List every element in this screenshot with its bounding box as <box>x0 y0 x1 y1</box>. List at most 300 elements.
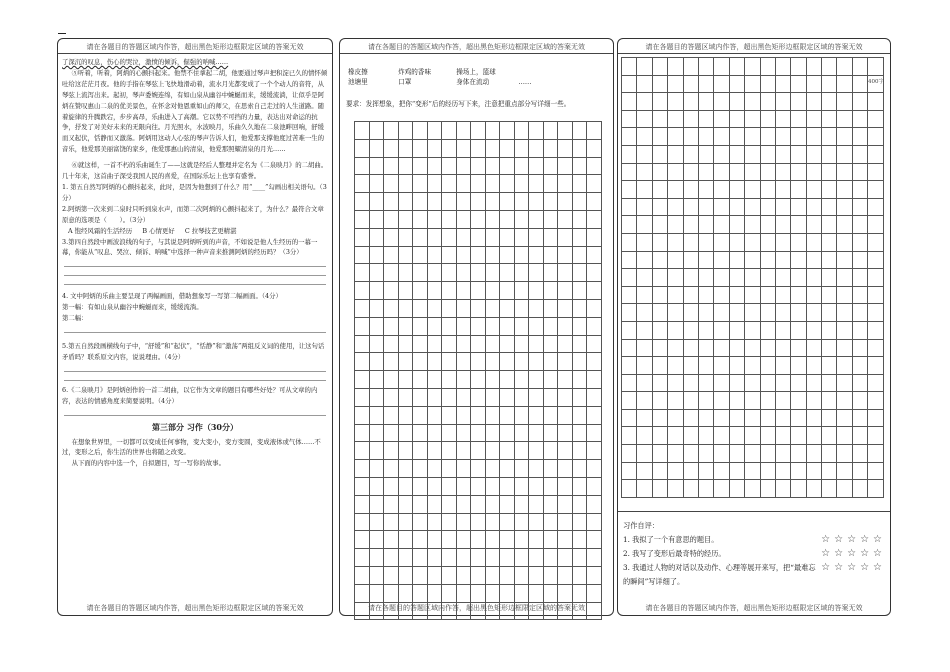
grid-cell[interactable] <box>457 514 472 532</box>
grid-cell[interactable] <box>471 336 486 354</box>
grid-cell[interactable] <box>684 58 699 76</box>
grid-cell[interactable] <box>822 445 837 463</box>
grid-cell[interactable] <box>837 164 852 182</box>
grid-cell[interactable] <box>853 164 868 182</box>
grid-cell[interactable] <box>486 460 501 478</box>
grid-cell[interactable] <box>442 318 457 336</box>
grid-cell[interactable] <box>413 264 428 282</box>
grid-cell[interactable] <box>457 211 472 229</box>
grid-cell[interactable] <box>399 122 414 140</box>
grid-cell[interactable] <box>457 460 472 478</box>
grid-cell[interactable] <box>622 252 637 270</box>
grid-cell[interactable] <box>684 269 699 287</box>
grid-cell[interactable] <box>587 122 602 140</box>
grid-cell[interactable] <box>457 247 472 265</box>
grid-cell[interactable] <box>745 322 760 340</box>
grid-cell[interactable] <box>745 427 760 445</box>
grid-cell[interactable] <box>822 76 837 94</box>
grid-cell[interactable] <box>714 146 729 164</box>
grid-cell[interactable] <box>714 357 729 375</box>
grid-cell[interactable] <box>714 181 729 199</box>
grid-cell[interactable] <box>544 496 559 514</box>
grid-cell[interactable] <box>370 318 385 336</box>
grid-cell[interactable] <box>714 216 729 234</box>
grid-cell[interactable] <box>457 175 472 193</box>
grid-cell[interactable] <box>457 229 472 247</box>
grid-cell[interactable] <box>558 282 573 300</box>
grid-cell[interactable] <box>853 146 868 164</box>
grid-cell[interactable] <box>622 375 637 393</box>
grid-cell[interactable] <box>587 585 602 603</box>
grid-cell[interactable] <box>776 304 791 322</box>
grid-cell[interactable] <box>868 199 883 217</box>
grid-cell[interactable] <box>471 158 486 176</box>
grid-cell[interactable] <box>868 392 883 410</box>
grid-cell[interactable] <box>529 211 544 229</box>
grid-cell[interactable] <box>413 193 428 211</box>
grid-cell[interactable] <box>807 111 822 129</box>
grid-cell[interactable] <box>428 531 443 549</box>
grid-cell[interactable] <box>668 287 683 305</box>
grid-cell[interactable] <box>515 158 530 176</box>
grid-cell[interactable] <box>791 463 806 481</box>
grid-cell[interactable] <box>544 460 559 478</box>
grid-cell[interactable] <box>500 175 515 193</box>
grid-cell[interactable] <box>822 181 837 199</box>
grid-cell[interactable] <box>515 282 530 300</box>
grid-cell[interactable] <box>776 392 791 410</box>
grid-cell[interactable] <box>529 247 544 265</box>
grid-cell[interactable] <box>622 76 637 94</box>
grid-cell[interactable] <box>486 442 501 460</box>
grid-cell[interactable] <box>853 252 868 270</box>
grid-cell[interactable] <box>637 93 652 111</box>
grid-cell[interactable] <box>668 58 683 76</box>
grid-cell[interactable] <box>622 445 637 463</box>
grid-cell[interactable] <box>684 463 699 481</box>
grid-cell[interactable] <box>653 269 668 287</box>
grid-cell[interactable] <box>457 567 472 585</box>
grid-cell[interactable] <box>684 252 699 270</box>
grid-cell[interactable] <box>428 336 443 354</box>
grid-cell[interactable] <box>384 247 399 265</box>
grid-cell[interactable] <box>668 199 683 217</box>
grid-cell[interactable] <box>807 146 822 164</box>
grid-cell[interactable] <box>745 392 760 410</box>
grid-cell[interactable] <box>529 371 544 389</box>
grid-cell[interactable] <box>428 407 443 425</box>
grid-cell[interactable] <box>761 146 776 164</box>
grid-cell[interactable] <box>807 375 822 393</box>
grid-cell[interactable] <box>529 496 544 514</box>
grid-cell[interactable] <box>558 318 573 336</box>
grid-cell[interactable] <box>637 58 652 76</box>
grid-cell[interactable] <box>653 111 668 129</box>
grid-cell[interactable] <box>500 122 515 140</box>
grid-cell[interactable] <box>399 336 414 354</box>
grid-cell[interactable] <box>515 371 530 389</box>
grid-cell[interactable] <box>622 269 637 287</box>
grid-cell[interactable] <box>668 322 683 340</box>
grid-cell[interactable] <box>471 425 486 443</box>
grid-cell[interactable] <box>558 514 573 532</box>
grid-cell[interactable] <box>622 427 637 445</box>
grid-cell[interactable] <box>529 514 544 532</box>
grid-cell[interactable] <box>558 264 573 282</box>
grid-cell[interactable] <box>587 318 602 336</box>
grid-cell[interactable] <box>853 199 868 217</box>
grid-cell[interactable] <box>384 122 399 140</box>
grid-cell[interactable] <box>471 407 486 425</box>
grid-cell[interactable] <box>868 128 883 146</box>
grid-cell[interactable] <box>471 264 486 282</box>
grid-cell[interactable] <box>442 282 457 300</box>
grid-cell[interactable] <box>637 410 652 428</box>
grid-cell[interactable] <box>500 425 515 443</box>
grid-cell[interactable] <box>413 585 428 603</box>
grid-cell[interactable] <box>791 199 806 217</box>
grid-cell[interactable] <box>587 442 602 460</box>
grid-cell[interactable] <box>745 58 760 76</box>
grid-cell[interactable] <box>558 371 573 389</box>
grid-cell[interactable] <box>413 122 428 140</box>
grid-cell[interactable] <box>500 585 515 603</box>
grid-cell[interactable] <box>500 389 515 407</box>
grid-cell[interactable] <box>822 480 837 498</box>
grid-cell[interactable] <box>745 357 760 375</box>
grid-cell[interactable] <box>761 199 776 217</box>
grid-cell[interactable] <box>457 140 472 158</box>
grid-cell[interactable] <box>370 389 385 407</box>
grid-cell[interactable] <box>822 410 837 428</box>
grid-cell[interactable] <box>355 264 370 282</box>
grid-cell[interactable] <box>730 76 745 94</box>
grid-cell[interactable] <box>471 193 486 211</box>
grid-cell[interactable] <box>684 111 699 129</box>
grid-cell[interactable] <box>413 567 428 585</box>
grid-cell[interactable] <box>776 357 791 375</box>
grid-cell[interactable] <box>399 247 414 265</box>
grid-cell[interactable] <box>776 111 791 129</box>
grid-cell[interactable] <box>428 158 443 176</box>
grid-cell[interactable] <box>699 357 714 375</box>
answer-line[interactable] <box>64 258 326 267</box>
grid-cell[interactable] <box>515 140 530 158</box>
grid-cell[interactable] <box>761 480 776 498</box>
grid-cell[interactable] <box>457 407 472 425</box>
grid-cell[interactable] <box>428 140 443 158</box>
grid-cell[interactable] <box>428 300 443 318</box>
grid-cell[interactable] <box>761 322 776 340</box>
grid-cell[interactable] <box>529 442 544 460</box>
grid-cell[interactable] <box>637 427 652 445</box>
grid-cell[interactable] <box>776 181 791 199</box>
grid-cell[interactable] <box>544 122 559 140</box>
grid-cell[interactable] <box>730 128 745 146</box>
grid-cell[interactable] <box>573 158 588 176</box>
grid-cell[interactable] <box>558 122 573 140</box>
grid-cell[interactable] <box>529 531 544 549</box>
grid-cell[interactable] <box>457 300 472 318</box>
grid-cell[interactable] <box>761 128 776 146</box>
grid-cell[interactable] <box>457 549 472 567</box>
grid-cell[interactable] <box>730 463 745 481</box>
grid-cell[interactable] <box>442 478 457 496</box>
grid-cell[interactable] <box>668 111 683 129</box>
grid-cell[interactable] <box>822 304 837 322</box>
grid-cell[interactable] <box>637 146 652 164</box>
grid-cell[interactable] <box>558 193 573 211</box>
grid-cell[interactable] <box>699 111 714 129</box>
grid-cell[interactable] <box>544 353 559 371</box>
grid-cell[interactable] <box>776 76 791 94</box>
grid-cell[interactable] <box>442 567 457 585</box>
grid-cell[interactable] <box>868 93 883 111</box>
grid-cell[interactable] <box>544 158 559 176</box>
grid-cell[interactable] <box>573 442 588 460</box>
grid-cell[interactable] <box>529 264 544 282</box>
grid-cell[interactable] <box>399 371 414 389</box>
grid-cell[interactable] <box>791 410 806 428</box>
grid-cell[interactable] <box>822 234 837 252</box>
grid-cell[interactable] <box>807 164 822 182</box>
grid-cell[interactable] <box>587 229 602 247</box>
grid-cell[interactable] <box>442 514 457 532</box>
star-rating[interactable]: ☆☆☆☆☆ <box>821 548 886 559</box>
grid-cell[interactable] <box>384 264 399 282</box>
grid-cell[interactable] <box>587 478 602 496</box>
grid-cell[interactable] <box>637 76 652 94</box>
grid-cell[interactable] <box>668 463 683 481</box>
grid-cell[interactable] <box>684 427 699 445</box>
grid-cell[interactable] <box>837 146 852 164</box>
grid-cell[interactable] <box>529 353 544 371</box>
grid-cell[interactable] <box>745 463 760 481</box>
grid-cell[interactable] <box>699 164 714 182</box>
grid-cell[interactable] <box>471 585 486 603</box>
grid-cell[interactable] <box>776 480 791 498</box>
grid-cell[interactable] <box>868 58 883 76</box>
grid-cell[interactable] <box>637 181 652 199</box>
grid-cell[interactable] <box>370 496 385 514</box>
grid-cell[interactable] <box>442 264 457 282</box>
grid-cell[interactable] <box>573 229 588 247</box>
grid-cell[interactable] <box>868 216 883 234</box>
grid-cell[interactable] <box>384 585 399 603</box>
grid-cell[interactable] <box>868 252 883 270</box>
answer-line[interactable] <box>64 407 326 416</box>
grid-cell[interactable] <box>573 425 588 443</box>
grid-cell[interactable] <box>745 340 760 358</box>
grid-cell[interactable] <box>442 122 457 140</box>
grid-cell[interactable] <box>544 193 559 211</box>
grid-cell[interactable] <box>544 140 559 158</box>
grid-cell[interactable] <box>486 140 501 158</box>
grid-cell[interactable] <box>529 122 544 140</box>
grid-cell[interactable] <box>668 234 683 252</box>
answer-line[interactable] <box>64 324 326 333</box>
grid-cell[interactable] <box>807 93 822 111</box>
grid-cell[interactable] <box>587 531 602 549</box>
grid-cell[interactable] <box>730 216 745 234</box>
grid-cell[interactable] <box>428 353 443 371</box>
grid-cell[interactable] <box>457 531 472 549</box>
grid-cell[interactable] <box>791 304 806 322</box>
grid-cell[interactable] <box>837 252 852 270</box>
grid-cell[interactable] <box>500 353 515 371</box>
grid-cell[interactable] <box>544 442 559 460</box>
grid-cell[interactable] <box>714 375 729 393</box>
grid-cell[interactable] <box>714 480 729 498</box>
grid-cell[interactable] <box>684 445 699 463</box>
grid-cell[interactable] <box>370 282 385 300</box>
grid-cell[interactable] <box>853 269 868 287</box>
grid-cell[interactable] <box>370 585 385 603</box>
grid-cell[interactable] <box>457 389 472 407</box>
grid-cell[interactable] <box>822 322 837 340</box>
grid-cell[interactable] <box>699 340 714 358</box>
grid-cell[interactable] <box>413 478 428 496</box>
grid-cell[interactable] <box>413 514 428 532</box>
grid-cell[interactable] <box>730 427 745 445</box>
grid-cell[interactable] <box>837 427 852 445</box>
grid-cell[interactable] <box>822 164 837 182</box>
grid-cell[interactable] <box>587 514 602 532</box>
grid-cell[interactable] <box>761 252 776 270</box>
grid-cell[interactable] <box>714 252 729 270</box>
grid-cell[interactable] <box>587 158 602 176</box>
grid-cell[interactable] <box>442 175 457 193</box>
grid-cell[interactable] <box>500 318 515 336</box>
grid-cell[interactable] <box>684 146 699 164</box>
grid-cell[interactable] <box>761 216 776 234</box>
option-a[interactable]: A 饱经风霜的生活经历 <box>68 226 133 235</box>
grid-cell[interactable] <box>730 164 745 182</box>
grid-cell[interactable] <box>529 585 544 603</box>
grid-cell[interactable] <box>457 496 472 514</box>
grid-cell[interactable] <box>558 300 573 318</box>
grid-cell[interactable] <box>745 146 760 164</box>
grid-cell[interactable] <box>486 496 501 514</box>
grid-cell[interactable] <box>668 340 683 358</box>
grid-cell[interactable] <box>653 463 668 481</box>
grid-cell[interactable] <box>699 146 714 164</box>
grid-cell[interactable] <box>853 93 868 111</box>
grid-cell[interactable] <box>399 407 414 425</box>
grid-cell[interactable] <box>868 111 883 129</box>
grid-cell[interactable] <box>668 128 683 146</box>
grid-cell[interactable] <box>486 229 501 247</box>
grid-cell[interactable] <box>384 531 399 549</box>
grid-cell[interactable] <box>837 445 852 463</box>
grid-cell[interactable] <box>529 549 544 567</box>
grid-cell[interactable] <box>471 460 486 478</box>
grid-cell[interactable] <box>515 407 530 425</box>
grid-cell[interactable] <box>471 531 486 549</box>
grid-cell[interactable] <box>370 336 385 354</box>
grid-cell[interactable] <box>486 585 501 603</box>
grid-cell[interactable] <box>471 282 486 300</box>
grid-cell[interactable] <box>442 496 457 514</box>
grid-cell[interactable] <box>413 371 428 389</box>
grid-cell[interactable] <box>745 128 760 146</box>
grid-cell[interactable] <box>761 463 776 481</box>
grid-cell[interactable] <box>822 111 837 129</box>
grid-cell[interactable] <box>471 389 486 407</box>
grid-cell[interactable] <box>745 181 760 199</box>
grid-cell[interactable] <box>653 76 668 94</box>
grid-cell[interactable] <box>515 264 530 282</box>
grid-cell[interactable] <box>370 407 385 425</box>
grid-cell[interactable] <box>471 567 486 585</box>
grid-cell[interactable] <box>853 216 868 234</box>
grid-cell[interactable] <box>515 531 530 549</box>
grid-cell[interactable] <box>370 264 385 282</box>
grid-cell[interactable] <box>384 353 399 371</box>
grid-cell[interactable] <box>868 410 883 428</box>
grid-cell[interactable] <box>384 229 399 247</box>
grid-cell[interactable] <box>761 445 776 463</box>
grid-cell[interactable] <box>355 514 370 532</box>
grid-cell[interactable] <box>776 340 791 358</box>
grid-cell[interactable] <box>370 478 385 496</box>
grid-cell[interactable] <box>457 282 472 300</box>
grid-cell[interactable] <box>684 480 699 498</box>
grid-cell[interactable] <box>714 304 729 322</box>
grid-cell[interactable] <box>653 199 668 217</box>
grid-cell[interactable] <box>714 340 729 358</box>
grid-cell[interactable] <box>807 76 822 94</box>
grid-cell[interactable] <box>699 128 714 146</box>
grid-cell[interactable] <box>653 287 668 305</box>
grid-cell[interactable] <box>699 58 714 76</box>
grid-cell[interactable] <box>668 93 683 111</box>
grid-cell[interactable] <box>776 252 791 270</box>
grid-cell[interactable] <box>471 247 486 265</box>
grid-cell[interactable] <box>807 357 822 375</box>
grid-cell[interactable] <box>370 371 385 389</box>
grid-cell[interactable] <box>529 175 544 193</box>
grid-cell[interactable] <box>529 140 544 158</box>
grid-cell[interactable] <box>699 304 714 322</box>
grid-cell[interactable] <box>515 318 530 336</box>
grid-cell[interactable] <box>587 300 602 318</box>
grid-cell[interactable] <box>868 480 883 498</box>
grid-cell[interactable] <box>486 425 501 443</box>
grid-cell[interactable] <box>853 410 868 428</box>
grid-cell[interactable] <box>399 282 414 300</box>
grid-cell[interactable] <box>668 164 683 182</box>
grid-cell[interactable] <box>587 496 602 514</box>
grid-cell[interactable] <box>653 216 668 234</box>
grid-cell[interactable] <box>807 304 822 322</box>
grid-cell[interactable] <box>837 128 852 146</box>
grid-cell[interactable] <box>714 392 729 410</box>
grid-cell[interactable] <box>399 585 414 603</box>
grid-cell[interactable] <box>355 442 370 460</box>
grid-cell[interactable] <box>471 175 486 193</box>
grid-cell[interactable] <box>699 322 714 340</box>
grid-cell[interactable] <box>653 357 668 375</box>
answer-line[interactable] <box>64 363 326 372</box>
grid-cell[interactable] <box>413 353 428 371</box>
grid-cell[interactable] <box>355 407 370 425</box>
grid-cell[interactable] <box>745 445 760 463</box>
grid-cell[interactable] <box>384 425 399 443</box>
grid-cell[interactable] <box>544 282 559 300</box>
grid-cell[interactable] <box>442 371 457 389</box>
grid-cell[interactable] <box>822 146 837 164</box>
